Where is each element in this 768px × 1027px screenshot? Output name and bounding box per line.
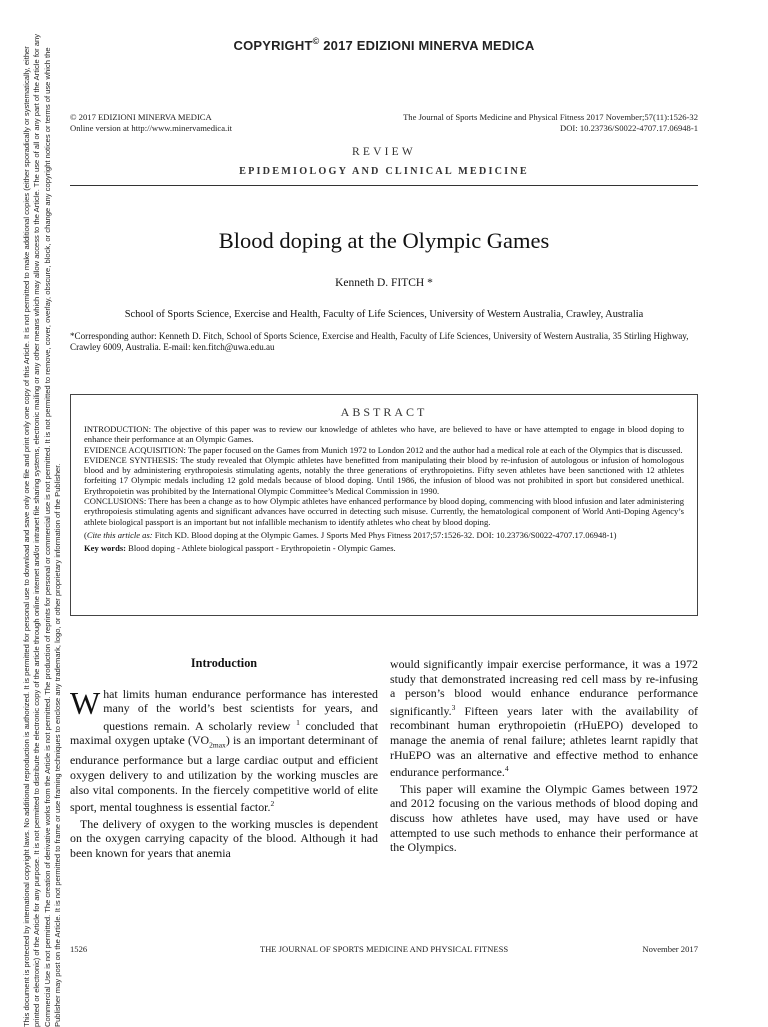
p3-text-a: would significantly impair exercise performance, it was a 1972 study that demonstrated increasing red cell mass by re-infusing a person’s blood would enhance endurance performance significantly.: [390, 657, 698, 718]
abstract-body: [84, 424, 684, 554]
body-paragraph-1: [70, 684, 379, 815]
article-title: Blood doping at the Olympic Games: [218, 228, 550, 253]
copyright-banner: [0, 36, 768, 53]
abstract-introduction: INTRODUCTION: The objective of this paper was to review our knowledge of athletes who have, are believed to have or have attempted to engage in blood doping to enhance their performance at an Olympic Games.: [84, 424, 684, 445]
citation-note: [84, 530, 684, 540]
subsection-label: EPIDEMIOLOGY AND CLINICAL MEDICINE: [239, 166, 529, 177]
author-affiliation: School of Sports Science, Exercise and Health, Faculty of Life Sciences, University of Western Australia, Crawley, Australia: [124, 309, 644, 320]
corresponding-author: *Corresponding author: Kenneth D. Fitch, School of Sports Science, Exercise and Health, Faculty of Life Sciences, University of Western Australia, 35 Stirling Highway, Crawley 6009, Australia. E-mail: ken.fitch@uwa.edu.au: [70, 331, 689, 353]
keywords-list: Blood doping - Athlete biological passport - Erythropoietin - Olympic Games.: [126, 543, 396, 554]
reference-3[interactable]: 3: [451, 702, 456, 712]
p1-text-b: concluded that maximal oxygen uptake (VO: [70, 718, 379, 748]
publisher-meta: [70, 112, 232, 133]
keywords: [84, 543, 684, 553]
copyright-sidebar-notice: This document is protected by international copyright laws. No additional reproduction is authorized. It is permitted for personal use to download and save only one file and print only one copy of this Article. It is not permitted to make additional copies (either sporadically or systematically, either printed or electronic) of the Article for any purpose. It is not permitted to distribute the electronic copy of the article through online internet and/or intranet file sharing systems, electronic mailing or any other means which may allow access to the Article. The use of all or any part of the Article for any Commercial Use is not permitted. The creation of derivative works from the Article is not permitted. The production of reprints for personal or commercial use is not permitted. It is not permitted to remove, cover, overlay, obscure, block, or change any copyright notices or terms of use which the Publisher may post on the Article. It is not permitted to frame or use framing techniques to enclose any trademark, logo, or other proprietary information of the Publisher.: [22, 33, 63, 1027]
p1-text-a: hat limits human endurance performance has interested many of the world’s best scientists for years, and questions remain. A scholarly review: [103, 686, 378, 733]
reference-1[interactable]: 1: [296, 717, 300, 727]
body-paragraph-3: [390, 657, 698, 780]
online-version-link[interactable]: Online version at http://www.minervamedica.it: [70, 122, 232, 133]
author-name: Kenneth D. FITCH *: [335, 277, 433, 289]
footer-journal-name: THE JOURNAL OF SPORTS MEDICINE AND PHYSICAL FITNESS: [259, 944, 509, 954]
keywords-label: Key words:: [84, 543, 127, 554]
publisher-copyright: © 2017 EDIZIONI MINERVA MEDICA: [70, 112, 212, 122]
p3-text-b: Fifteen years later with the availability of recombinant human erythropoietin (rHuEPO) developed to manage the anemia of renal failure; athletes learnt rapidly that rHuEPO was an alternative and effective method to enhance endurance performance.: [390, 703, 698, 780]
body-paragraph-2: The delivery of oxygen to the working muscles is dependent on the oxygen carrying capacity of the blood. Although it had been known for years that anemia: [70, 816, 378, 860]
vo2max-subscript: 2max: [209, 740, 226, 750]
p1-text-c: ) is an important determinant of endurance performance but a large cardiac output and efficient oxygen delivery to and utilization by the working muscles are also vital components. In the fiercely competitive world of elite sport, mental toughness is essential factor.: [70, 733, 379, 815]
body-column-right: [390, 657, 698, 855]
banner-suffix: 2017 EDIZIONI MINERVA MEDICA: [319, 38, 535, 53]
banner-symbol: ©: [312, 36, 320, 46]
reference-4[interactable]: 4: [504, 764, 509, 774]
body-paragraph-4: This paper will examine the Olympic Games between 1972 and 2012 focusing on the various methods of blood doping and discuss how athletes have used, may have used or have attempted to use such methods to enhance their performance at the Olympics.: [390, 781, 698, 855]
abstract-evidence-acquisition: EVIDENCE ACQUISITION: The paper focused on the Games from Munich 1972 to London 2012 and the author had a medical role at each of the Olympics that is discussed.: [84, 444, 683, 455]
introduction-heading: Introduction: [190, 656, 258, 670]
drop-cap: W: [70, 684, 101, 721]
abstract-heading: ABSTRACT: [340, 405, 428, 419]
citation-text: Fitch KD. Blood doping at the Olympic Games. J Sports Med Phys Fitness 2017;57:1526-32. DOI: 10.23736/S0022-4707.17.06948-1): [152, 529, 617, 540]
citation-open: (: [84, 529, 87, 540]
abstract-evidence-synthesis: EVIDENCE SYNTHESIS: The study revealed that Olympic athletes have benefitted from manipulating their blood by re-infusion of autologous or infusion of homologous blood and by administering erythropoiesis stimulating agents, notably the three generations of erythropoietins. Fifty seven athletes have been sanctioned with 12 athletes forfeiting 17 Olympic medals including 12 gold medals because of blood doping. Until 1986, the infusion of blood was not prohibited in sport but considered unethical. Erythropoietin was prohibited by the International Olympic Committee’s Medical Commission in 1990.: [84, 454, 684, 496]
reference-2[interactable]: 2: [270, 799, 275, 809]
banner-prefix: COPYRIGHT: [233, 38, 313, 53]
doi-link[interactable]: DOI: 10.23736/S0022-4707.17.06948-1: [560, 122, 698, 133]
footer-date: November 2017: [642, 944, 698, 954]
body-column-left: [70, 656, 378, 861]
journal-meta: [403, 112, 698, 133]
page-number: 1526: [70, 944, 88, 954]
journal-citation: The Journal of Sports Medicine and Physical Fitness 2017 November;57(11):1526-32: [403, 112, 698, 122]
section-label: REVIEW: [352, 146, 416, 158]
header-divider: [70, 185, 698, 186]
abstract-conclusions: CONCLUSIONS: There has been a change as to how Olympic athletes have enhanced performance by blood doping, commencing with blood infusion and later administering erythropoiesis stimulating agents and significant advances have occurred in detecting such misuse. Currently, the hematological component of World Anti-Doping Agency’s athlete biological passport is an important but not infallible mechanism to identify athletes who cheat by blood doping.: [84, 496, 684, 527]
citation-label: Cite this article as:: [86, 529, 153, 540]
